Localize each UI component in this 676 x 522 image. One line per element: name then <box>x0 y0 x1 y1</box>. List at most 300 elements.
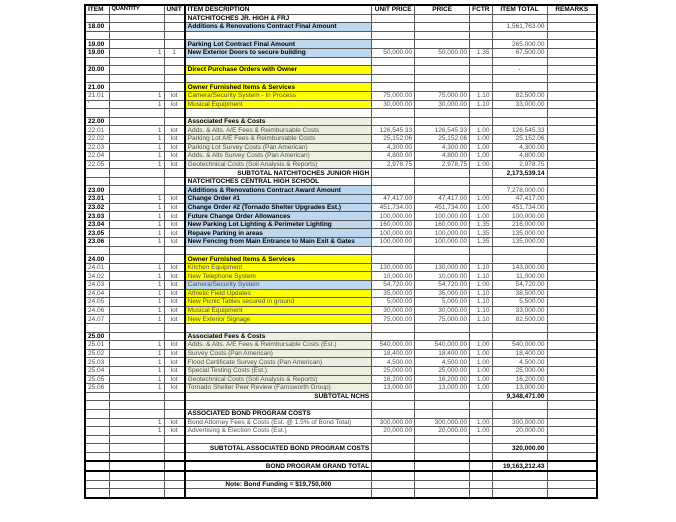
cell-rem <box>547 100 597 109</box>
cell-pr: 10,000.00 <box>415 272 470 281</box>
cell-unit: lot <box>164 298 185 307</box>
cell-pr: 5,000.00 <box>415 298 470 307</box>
cell-desc: ASSOCIATED BOND PROGRAM COSTS <box>185 409 372 418</box>
cell-unit <box>164 169 185 178</box>
cell-rem <box>547 74 597 83</box>
cell-qty: 1 <box>109 306 164 315</box>
cell-unit <box>164 435 185 444</box>
cell-pr: 100,000.00 <box>415 238 470 247</box>
cell-tot: 11,000.00 <box>492 272 547 281</box>
column-header-tot: ITEM TOTAL <box>492 5 547 14</box>
cell-tot: - <box>492 66 547 75</box>
cell-unit: lot <box>164 100 185 109</box>
cell-up: 16,200.00 <box>372 375 415 384</box>
cell-pr <box>415 471 470 480</box>
cell-tot <box>492 31 547 40</box>
cell-pr: 54,720.00 <box>415 281 470 290</box>
cell-f <box>470 392 492 401</box>
cell-desc: Change Order #2 (Tornado Shelter Upgrades Est.) <box>185 203 372 212</box>
cell-rem <box>547 289 597 298</box>
column-header-unit: UNIT <box>164 5 185 14</box>
cell-pr: 100,000.00 <box>415 229 470 238</box>
table-row <box>85 384 597 393</box>
cell-up <box>372 461 415 471</box>
cell-tot: 16,200.00 <box>492 375 547 384</box>
cell-rem <box>547 177 597 186</box>
cell-f <box>470 401 492 410</box>
cell-pr <box>415 14 470 23</box>
cell-unit: lot <box>164 134 185 143</box>
cell-desc: Parking Lot Survey Costs (Pan American) <box>185 143 372 152</box>
cell-pr: 30,000.00 <box>415 306 470 315</box>
cell-f: 1.00 <box>470 160 492 169</box>
cell-tot: 38,500.00 <box>492 289 547 298</box>
cell-desc: Camera/Security System <box>185 281 372 290</box>
cell-item: 20.00 <box>85 66 109 75</box>
cell-rem <box>547 126 597 135</box>
cell-rem <box>547 23 597 32</box>
cell-unit: lot <box>164 427 185 436</box>
cell-qty <box>109 186 164 195</box>
cell-pr <box>415 435 470 444</box>
cell-qty <box>109 66 164 75</box>
cell-up: 75,000.00 <box>372 315 415 324</box>
cell-tot: 18,400.00 <box>492 349 547 358</box>
cell-up <box>372 480 415 489</box>
cell-desc <box>185 452 372 461</box>
cell-unit <box>164 452 185 461</box>
cell-pr: 2,978.75 <box>415 160 470 169</box>
cell-desc: Musical Equipment <box>185 306 372 315</box>
cell-unit: lot <box>164 152 185 161</box>
cell-item: 18.00 <box>85 23 109 32</box>
column-header-desc: ITEM DESCRIPTION <box>185 5 372 14</box>
cell-tot <box>492 323 547 332</box>
cell-tot <box>492 489 547 498</box>
cell-up: 47,417.00 <box>372 195 415 204</box>
cell-item: 21.01 <box>85 91 109 100</box>
cell-unit <box>164 332 185 341</box>
cell-rem <box>547 40 597 49</box>
table-row <box>85 489 597 498</box>
cell-rem <box>547 452 597 461</box>
cell-desc: Adds. & Alts. A/E Fees & Reimbursable Costs (Est.) <box>185 341 372 350</box>
cell-qty: 1 <box>109 358 164 367</box>
cell-f <box>470 246 492 255</box>
cell-pr <box>415 444 470 453</box>
cell-pr: 130,000.00 <box>415 263 470 272</box>
cell-qty <box>109 177 164 186</box>
cell-up <box>372 246 415 255</box>
cell-f: 1.00 <box>470 384 492 393</box>
cell-tot <box>492 471 547 480</box>
cell-up: 2,978.75 <box>372 160 415 169</box>
cell-pr <box>415 323 470 332</box>
cell-unit: lot <box>164 341 185 350</box>
cell-qty: 1 <box>109 384 164 393</box>
cell-pr <box>415 332 470 341</box>
cell-rem <box>547 306 597 315</box>
cell-item: 22.00 <box>85 117 109 126</box>
cell-desc: BOND PROGRAM GRAND TOTAL <box>185 461 372 471</box>
cell-pr <box>415 40 470 49</box>
cell-unit: lot <box>164 384 185 393</box>
cell-pr <box>415 83 470 92</box>
cell-unit: lot <box>164 281 185 290</box>
cell-f <box>470 435 492 444</box>
table-row <box>85 40 597 49</box>
cell-tot: 135,000.00 <box>492 229 547 238</box>
cell-rem <box>547 418 597 427</box>
table-row <box>85 349 597 358</box>
cell-f <box>470 66 492 75</box>
cell-desc: Change Order #1 <box>185 195 372 204</box>
cell-pr <box>415 489 470 498</box>
cell-f: 1.00 <box>470 195 492 204</box>
cell-f <box>470 461 492 471</box>
cell-rem <box>547 444 597 453</box>
cell-up <box>372 169 415 178</box>
cell-pr: 50,000.00 <box>415 48 470 57</box>
table-row <box>85 23 597 32</box>
table-row <box>85 195 597 204</box>
cell-desc: SUBTOTAL NCHS <box>185 392 372 401</box>
cell-item <box>85 401 109 410</box>
cell-item: 25.04 <box>85 366 109 375</box>
table-row <box>85 366 597 375</box>
cell-unit <box>164 246 185 255</box>
cell-unit: lot <box>164 195 185 204</box>
cell-f: 1.00 <box>470 134 492 143</box>
cell-qty <box>109 83 164 92</box>
cell-qty <box>109 461 164 471</box>
cell-rem <box>547 489 597 498</box>
cell-rem <box>547 212 597 221</box>
cell-tot <box>492 109 547 118</box>
cell-pr <box>415 452 470 461</box>
cell-item <box>85 14 109 23</box>
cell-unit: lot <box>164 272 185 281</box>
cell-pr: 75,000.00 <box>415 91 470 100</box>
cell-unit <box>164 117 185 126</box>
cell-unit <box>164 480 185 489</box>
cell-tot: 265,000.00 <box>492 40 547 49</box>
cell-pr: 35,000.00 <box>415 289 470 298</box>
cell-rem <box>547 229 597 238</box>
cell-rem <box>547 315 597 324</box>
cell-item <box>85 480 109 489</box>
cell-desc <box>185 435 372 444</box>
cell-qty: 1 <box>109 220 164 229</box>
cell-pr: 126,545.33 <box>415 126 470 135</box>
cell-tot: 47,417.00 <box>492 195 547 204</box>
cell-unit: lot <box>164 238 185 247</box>
cell-up <box>372 177 415 186</box>
cell-pr <box>415 177 470 186</box>
cell-qty <box>109 452 164 461</box>
cell-pr <box>415 255 470 264</box>
table-row <box>85 177 597 186</box>
cell-unit: lot <box>164 160 185 169</box>
cell-tot: 67,500.00 <box>492 48 547 57</box>
column-header-up: UNIT PRICE <box>372 5 415 14</box>
cell-qty: 1 <box>109 289 164 298</box>
cell-item: ' <box>85 100 109 109</box>
cell-item: 24.03 <box>85 281 109 290</box>
cell-item: 25.01 <box>85 341 109 350</box>
cell-item: 25.03 <box>85 358 109 367</box>
cell-tot: 25,000.00 <box>492 366 547 375</box>
cell-unit <box>164 471 185 480</box>
cell-pr: 451,734.00 <box>415 203 470 212</box>
table-row <box>85 229 597 238</box>
cell-rem <box>547 435 597 444</box>
cell-desc: Direct Purchase Orders with Owner <box>185 66 372 75</box>
cell-up: 5,000.00 <box>372 298 415 307</box>
table-row <box>85 315 597 324</box>
cell-rem <box>547 152 597 161</box>
cell-pr: 540,000.00 <box>415 341 470 350</box>
cell-pr <box>415 57 470 66</box>
table-row <box>85 143 597 152</box>
cell-up <box>372 323 415 332</box>
table-row <box>85 272 597 281</box>
cell-pr: 100,000.00 <box>415 212 470 221</box>
cell-pr <box>415 31 470 40</box>
cell-tot: 126,545.33 <box>492 126 547 135</box>
cell-qty: 1 <box>109 143 164 152</box>
cell-qty: 1 <box>109 375 164 384</box>
cell-item: 25.02 <box>85 349 109 358</box>
cell-pr <box>415 401 470 410</box>
cell-f <box>470 109 492 118</box>
cell-desc: Adds. & Alts Survey Costs (Pan American) <box>185 152 372 161</box>
table-row <box>85 409 597 418</box>
cell-item: 24.07 <box>85 315 109 324</box>
cell-pr: 47,417.00 <box>415 195 470 204</box>
cell-f <box>470 480 492 489</box>
cell-rem <box>547 272 597 281</box>
cell-tot: 451,734.00 <box>492 203 547 212</box>
cell-rem <box>547 134 597 143</box>
table-row <box>85 203 597 212</box>
table-row <box>85 134 597 143</box>
cell-unit: lot <box>164 229 185 238</box>
cell-unit: lot <box>164 126 185 135</box>
cell-desc: Special Testing Costs (Est.) <box>185 366 372 375</box>
table-row <box>85 100 597 109</box>
cell-up <box>372 186 415 195</box>
cell-up <box>372 23 415 32</box>
table-row <box>85 418 597 427</box>
cell-unit: lot <box>164 91 185 100</box>
cell-tot: 4,300.00 <box>492 143 547 152</box>
cell-f <box>470 169 492 178</box>
cell-f <box>470 409 492 418</box>
cell-unit <box>164 401 185 410</box>
cell-rem <box>547 409 597 418</box>
cell-f: 1.00 <box>470 375 492 384</box>
cell-up <box>372 401 415 410</box>
cell-rem <box>547 392 597 401</box>
cell-unit <box>164 109 185 118</box>
cell-f <box>470 471 492 480</box>
cell-qty: 1 <box>109 160 164 169</box>
cell-qty <box>109 14 164 23</box>
cell-up <box>372 66 415 75</box>
cell-desc: Kitchen Equipment <box>185 263 372 272</box>
cell-qty <box>109 435 164 444</box>
cell-item: 24.05 <box>85 298 109 307</box>
cell-tot <box>492 401 547 410</box>
cell-desc: Parking Lot Contract Final Amount <box>185 40 372 49</box>
cell-rem <box>547 341 597 350</box>
cell-desc <box>185 31 372 40</box>
cell-rem <box>547 480 597 489</box>
cell-up: 50,000.00 <box>372 48 415 57</box>
cell-item <box>85 57 109 66</box>
cell-unit <box>164 40 185 49</box>
cell-qty <box>109 40 164 49</box>
table-row <box>85 152 597 161</box>
cell-qty: 1 <box>109 315 164 324</box>
cell-unit <box>164 31 185 40</box>
cell-rem <box>547 349 597 358</box>
cell-tot: 4,800.00 <box>492 152 547 161</box>
cell-unit <box>164 444 185 453</box>
cell-unit: lot <box>164 289 185 298</box>
cell-rem <box>547 366 597 375</box>
cell-item: 23.06 <box>85 238 109 247</box>
cell-item <box>85 109 109 118</box>
table-row <box>85 246 597 255</box>
cell-item <box>85 392 109 401</box>
cell-tot <box>492 117 547 126</box>
cell-rem <box>547 48 597 57</box>
cell-desc: Future Change Order Allowances <box>185 212 372 221</box>
cell-unit <box>164 323 185 332</box>
cell-f <box>470 444 492 453</box>
table-row <box>85 263 597 272</box>
cell-item <box>85 427 109 436</box>
cell-rem <box>547 246 597 255</box>
column-header-qty: QUANTITY <box>109 5 164 14</box>
cell-f: 1.00 <box>470 281 492 290</box>
cell-pr: 20,000.00 <box>415 427 470 436</box>
cell-up: 130,000.00 <box>372 263 415 272</box>
cell-unit <box>164 177 185 186</box>
cell-qty: 1 <box>109 134 164 143</box>
cell-tot: 300,000.00 <box>492 418 547 427</box>
cell-qty: 1 <box>109 341 164 350</box>
cell-desc: Associated Fees & Costs <box>185 117 372 126</box>
cell-desc: Survey Costs (Pan American) <box>185 349 372 358</box>
cell-desc: SUBTOTAL ASSOCIATED BOND PROGRAM COSTS <box>185 444 372 453</box>
cell-unit <box>164 186 185 195</box>
cell-rem <box>547 298 597 307</box>
cell-desc: Geotechnical Costs (Soil Analysis & Reports) <box>185 375 372 384</box>
cell-up: 540,000.00 <box>372 341 415 350</box>
cell-item: 25.05 <box>85 375 109 384</box>
cell-rem <box>547 91 597 100</box>
cell-rem <box>547 66 597 75</box>
table-row <box>85 298 597 307</box>
cell-unit: lot <box>164 203 185 212</box>
cell-pr <box>415 392 470 401</box>
cell-item <box>85 177 109 186</box>
cell-up <box>372 409 415 418</box>
cell-rem <box>547 375 597 384</box>
cell-pr: 25,000.00 <box>415 366 470 375</box>
cell-desc <box>185 57 372 66</box>
cell-up: 100,000.00 <box>372 212 415 221</box>
cell-f: 1.10 <box>470 100 492 109</box>
cell-qty <box>109 401 164 410</box>
cell-qty: 1 <box>109 281 164 290</box>
table-row <box>85 444 597 453</box>
cell-desc: Repave Parking in areas <box>185 229 372 238</box>
cell-f: 1.00 <box>470 212 492 221</box>
cell-pr <box>415 109 470 118</box>
cell-up <box>372 109 415 118</box>
cell-f: 1.00 <box>470 418 492 427</box>
cell-item: 23.05 <box>85 229 109 238</box>
cell-qty: 1 <box>109 272 164 281</box>
cell-unit <box>164 23 185 32</box>
cell-up: 20,000.00 <box>372 427 415 436</box>
cell-tot: 5,500.00 <box>492 298 547 307</box>
cell-desc: Advertising & Election Costs (Est.) <box>185 427 372 436</box>
cell-tot <box>492 255 547 264</box>
cell-f <box>470 177 492 186</box>
table-row <box>85 160 597 169</box>
cell-desc: Parking Lot A/E Fees & Reimbursable Costs <box>185 134 372 143</box>
cell-f: 1.35 <box>470 48 492 57</box>
cell-tot: 216,000.00 <box>492 220 547 229</box>
cell-desc: NATCHITOCHES JR. HIGH & FRJ <box>185 14 372 23</box>
cell-qty: 1 <box>109 91 164 100</box>
cell-qty <box>109 246 164 255</box>
table-row <box>85 109 597 118</box>
cell-qty <box>109 323 164 332</box>
cell-unit: lot <box>164 143 185 152</box>
cell-up: 35,000.00 <box>372 289 415 298</box>
column-header-rem: REMARKS <box>547 5 597 14</box>
cell-tot <box>492 246 547 255</box>
cell-qty: 1 <box>109 366 164 375</box>
cell-up: 30,000.00 <box>372 100 415 109</box>
column-header-pr: PRICE <box>415 5 470 14</box>
column-header-item: ITEM <box>85 5 109 14</box>
cell-up <box>372 489 415 498</box>
cell-item: 24.06 <box>85 306 109 315</box>
cell-item: 23.02 <box>85 203 109 212</box>
cell-desc: Camera/Security System - In Process <box>185 91 372 100</box>
cell-desc: New Telephone System <box>185 272 372 281</box>
cell-qty <box>109 409 164 418</box>
cell-up <box>372 452 415 461</box>
cell-qty: 1 <box>109 100 164 109</box>
cell-qty: 1 <box>109 195 164 204</box>
cell-f: 1.00 <box>470 126 492 135</box>
cell-f: 1.00 <box>470 152 492 161</box>
cell-rem <box>547 263 597 272</box>
cell-up <box>372 444 415 453</box>
table-row <box>85 220 597 229</box>
table-body <box>85 14 597 498</box>
cell-up: 18,400.00 <box>372 349 415 358</box>
cell-desc: Owner Furnished Items & Services <box>185 83 372 92</box>
